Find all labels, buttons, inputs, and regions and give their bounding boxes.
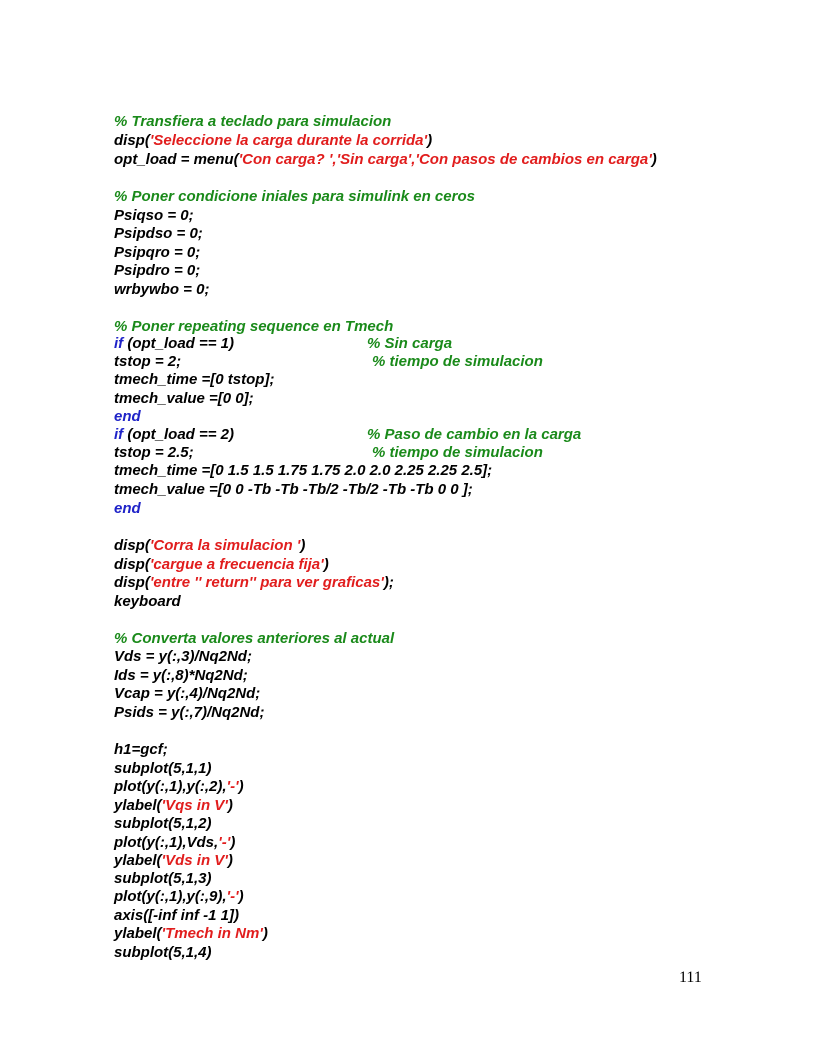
code-text: Psiqso = 0;: [114, 207, 194, 224]
string-literal: 'Con carga? ','Sin carga','Con pasos de cambios en carga': [238, 151, 652, 168]
string-literal: '-': [226, 778, 239, 795]
code-text: opt_load = menu(: [114, 151, 239, 168]
code-text: Vds = y(:,3)/Nq2Nd;: [114, 648, 252, 665]
code-text: tmech_value =[0 0 -Tb -Tb -Tb/2 -Tb/2 -Tb -Tb 0 0 ];: [114, 481, 473, 498]
code-line: [114, 426, 234, 444]
code-text: ylabel(: [114, 797, 162, 814]
code-text: tmech_time =[0 1.5 1.5 1.75 1.75 2.0 2.0 2.25 2.25 2.5];: [114, 462, 493, 479]
code-text: ): [238, 888, 244, 905]
code-text: ): [227, 852, 233, 869]
code-text: tstop = 2;: [114, 353, 182, 370]
code-line: [114, 281, 209, 299]
code-text: tmech_value =[0 0];: [114, 390, 254, 407]
keyword: end: [114, 500, 141, 517]
code-text: ): [238, 778, 244, 795]
code-text: keyboard: [114, 593, 181, 610]
code-line: [114, 500, 141, 518]
code-text: disp(: [114, 556, 150, 573]
code-text: wrbywbo = 0;: [114, 281, 210, 298]
code-line: [114, 944, 212, 962]
code-line: [114, 704, 264, 722]
code-line: [114, 574, 394, 592]
string-literal: 'entre '' return'' para ver graficas': [149, 574, 384, 591]
code-text: ylabel(: [114, 852, 162, 869]
keyword: end: [114, 408, 141, 425]
code-text: plot(y(:,1),y(:,2),: [114, 778, 227, 795]
string-literal: 'Vds in V': [161, 852, 228, 869]
code-text: disp(: [114, 537, 150, 554]
comment-text: % Poner repeating sequence en Tmech: [114, 318, 394, 335]
code-text: ): [323, 556, 329, 573]
keyword: if: [114, 426, 124, 443]
inline-comment: % Sin carga: [367, 335, 453, 352]
code-text: Psipdro = 0;: [114, 262, 201, 279]
code-line: [114, 132, 432, 150]
code-line: [114, 444, 194, 462]
code-text: Vcap = y(:,4)/Nq2Nd;: [114, 685, 261, 702]
code-line: [114, 225, 203, 243]
code-text: disp(: [114, 574, 150, 591]
code-text: axis([-inf inf -1 1]): [114, 907, 240, 924]
string-literal: 'Vqs in V': [161, 797, 228, 814]
code-text: Psipdso = 0;: [114, 225, 203, 242]
code-line: [114, 852, 233, 870]
code-text: ): [230, 834, 236, 851]
code-line: [114, 188, 475, 206]
code-line: [114, 207, 194, 225]
code-line: [114, 925, 268, 943]
string-literal: '-': [218, 834, 231, 851]
inline-comment: % tiempo de simulacion: [372, 444, 543, 461]
code-line: [114, 371, 274, 389]
code-text: ylabel(: [114, 925, 162, 942]
code-text: ): [427, 132, 433, 149]
inline-comment: % tiempo de simulacion: [372, 353, 543, 370]
code-line: [114, 870, 212, 888]
code-text: h1=gcf;: [114, 741, 168, 758]
code-line: [114, 353, 181, 371]
keyword: if: [114, 335, 124, 352]
code-text: );: [383, 574, 394, 591]
inline-comment: % Paso de cambio en la carga: [367, 426, 582, 443]
page-number: 111: [679, 969, 702, 986]
code-line: [114, 888, 244, 906]
code-line: [114, 462, 492, 480]
code-line: [114, 630, 394, 648]
code-line: [114, 907, 239, 925]
code-text: plot(y(:,1),y(:,9),: [114, 888, 227, 905]
code-text: tstop = 2.5;: [114, 444, 194, 461]
code-text: Ids = y(:,8)*Nq2Nd;: [114, 667, 248, 684]
code-line: [114, 335, 234, 353]
code-line: [114, 797, 233, 815]
code-text: subplot(5,1,1): [114, 760, 212, 777]
string-literal: 'Seleccione la carga durante la corrida': [149, 132, 428, 149]
code-line: [114, 593, 181, 611]
string-literal: 'Corra la simulacion ': [149, 537, 301, 554]
code-line: [114, 815, 212, 833]
comment-text: % Transfiera a teclado para simulacion: [114, 113, 392, 130]
code-text: Psipqro = 0;: [114, 244, 201, 261]
code-line: [114, 262, 200, 280]
code-text: subplot(5,1,2): [114, 815, 212, 832]
comment-text: % Converta valores anteriores al actual: [114, 630, 395, 647]
code-text: subplot(5,1,3): [114, 870, 212, 887]
code-line: [114, 390, 254, 408]
code-text: Psids = y(:,7)/Nq2Nd;: [114, 704, 265, 721]
code-line: [114, 685, 260, 703]
code-line: [114, 834, 235, 852]
string-literal: '-': [226, 888, 239, 905]
code-line: [114, 648, 252, 666]
code-line: [114, 318, 393, 336]
code-line: [114, 556, 329, 574]
code-text: plot(y(:,1),Vds,: [114, 834, 219, 851]
code-line: [114, 778, 244, 796]
code-text: (opt_load == 2): [123, 426, 235, 443]
code-line: [114, 113, 391, 131]
code-line: [114, 537, 305, 555]
code-text: (opt_load == 1): [123, 335, 235, 352]
comment-text: % Poner condicione iniales para simulink en ceros: [114, 188, 475, 205]
code-line: [114, 760, 212, 778]
code-text: ): [651, 151, 657, 168]
code-line: [114, 408, 141, 426]
code-line: [114, 667, 248, 685]
code-text: disp(: [114, 132, 150, 149]
code-text: ): [300, 537, 306, 554]
code-text: subplot(5,1,4): [114, 944, 212, 961]
code-text: ): [227, 797, 233, 814]
string-literal: 'Tmech in Nm': [161, 925, 263, 942]
string-literal: 'cargue a frecuencia fija': [149, 556, 324, 573]
code-line: [114, 741, 168, 759]
code-text: tmech_time =[0 tstop];: [114, 371, 275, 388]
code-line: [114, 244, 200, 262]
code-line: [114, 481, 473, 499]
code-text: ): [262, 925, 268, 942]
code-line: [114, 151, 657, 169]
